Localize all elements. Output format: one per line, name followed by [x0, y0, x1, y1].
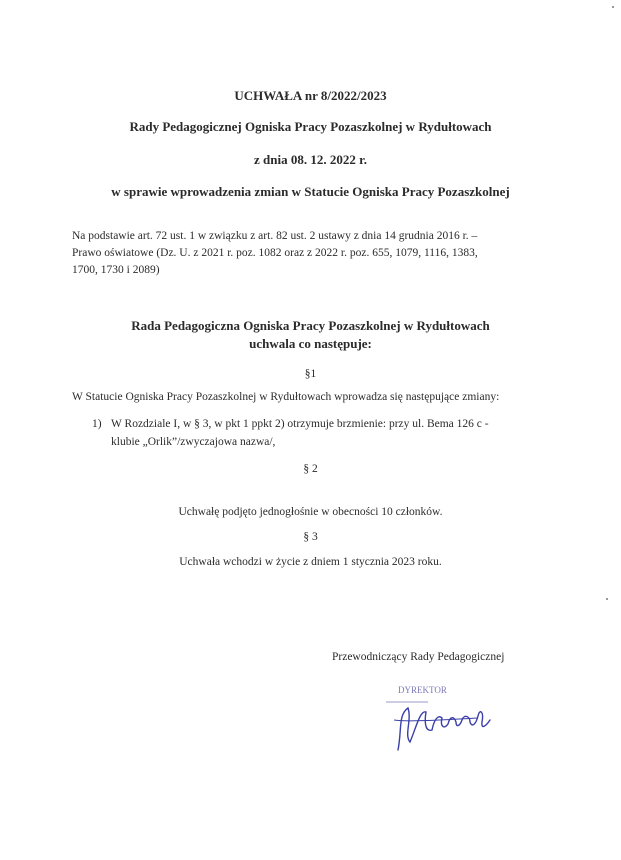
signature-icon	[368, 680, 508, 760]
legal-basis-line-2: Prawo oświatowe (Dz. U. z 2021 r. poz. 1082 oraz z 2022 r. poz. 655, 1079, 1116, 1383,	[72, 247, 478, 259]
scan-artifact	[606, 598, 608, 600]
section-1-intro: W Statucie Ogniska Pracy Pozaszkolnej w Rydułtowach wprowadza się następujące zmiany:	[72, 391, 500, 403]
svg-text:DYREKTOR: DYREKTOR	[398, 685, 447, 695]
list-item-line-1: W Rozdziale I, w § 3, w pkt 1 ppkt 2) otrzymuje brzmienie: przy ul. Bema 126 c -	[111, 418, 489, 430]
legal-basis-line-3: 1700, 1730 i 2089)	[72, 264, 160, 276]
resolution-date: z dnia 08. 12. 2022 r.	[254, 152, 367, 167]
resolution-title: UCHWAŁA nr 8/2022/2023	[234, 88, 387, 103]
resolving-body-line-1: Rada Pedagogiczna Ogniska Pracy Pozaszkolnej w Rydułtowach	[131, 318, 490, 333]
section-3-text: Uchwała wchodzi w życie z dniem 1 stycznia 2023 roku.	[179, 556, 442, 568]
section-2-mark: § 2	[303, 463, 318, 475]
resolution-subject: w sprawie wprowadzenia zmian w Statucie Ogniska Pracy Pozaszkolnej	[111, 184, 510, 199]
section-2-text: Uchwałę podjęto jednogłośnie w obecności 10 członków.	[178, 506, 443, 518]
signature-stamp	[368, 680, 508, 760]
resolving-body-line-2: uchwala co następuje:	[249, 336, 372, 351]
list-item-line-2: klubie „Orlik”/zwyczajowa nazwa/,	[111, 436, 276, 448]
scan-artifact	[612, 6, 614, 8]
list-item-number: 1)	[92, 418, 102, 430]
section-1-mark: §1	[304, 368, 317, 380]
signer-role: Przewodniczący Rady Pedagogicznej	[332, 651, 505, 663]
legal-basis-line-1: Na podstawie art. 72 ust. 1 w związku z art. 82 ust. 2 ustawy z dnia 14 grudnia 2016 r. –	[72, 230, 478, 242]
section-3-mark: § 3	[303, 531, 318, 543]
issuing-body: Rady Pedagogicznej Ogniska Pracy Pozaszkolnej w Rydułtowach	[129, 119, 492, 134]
